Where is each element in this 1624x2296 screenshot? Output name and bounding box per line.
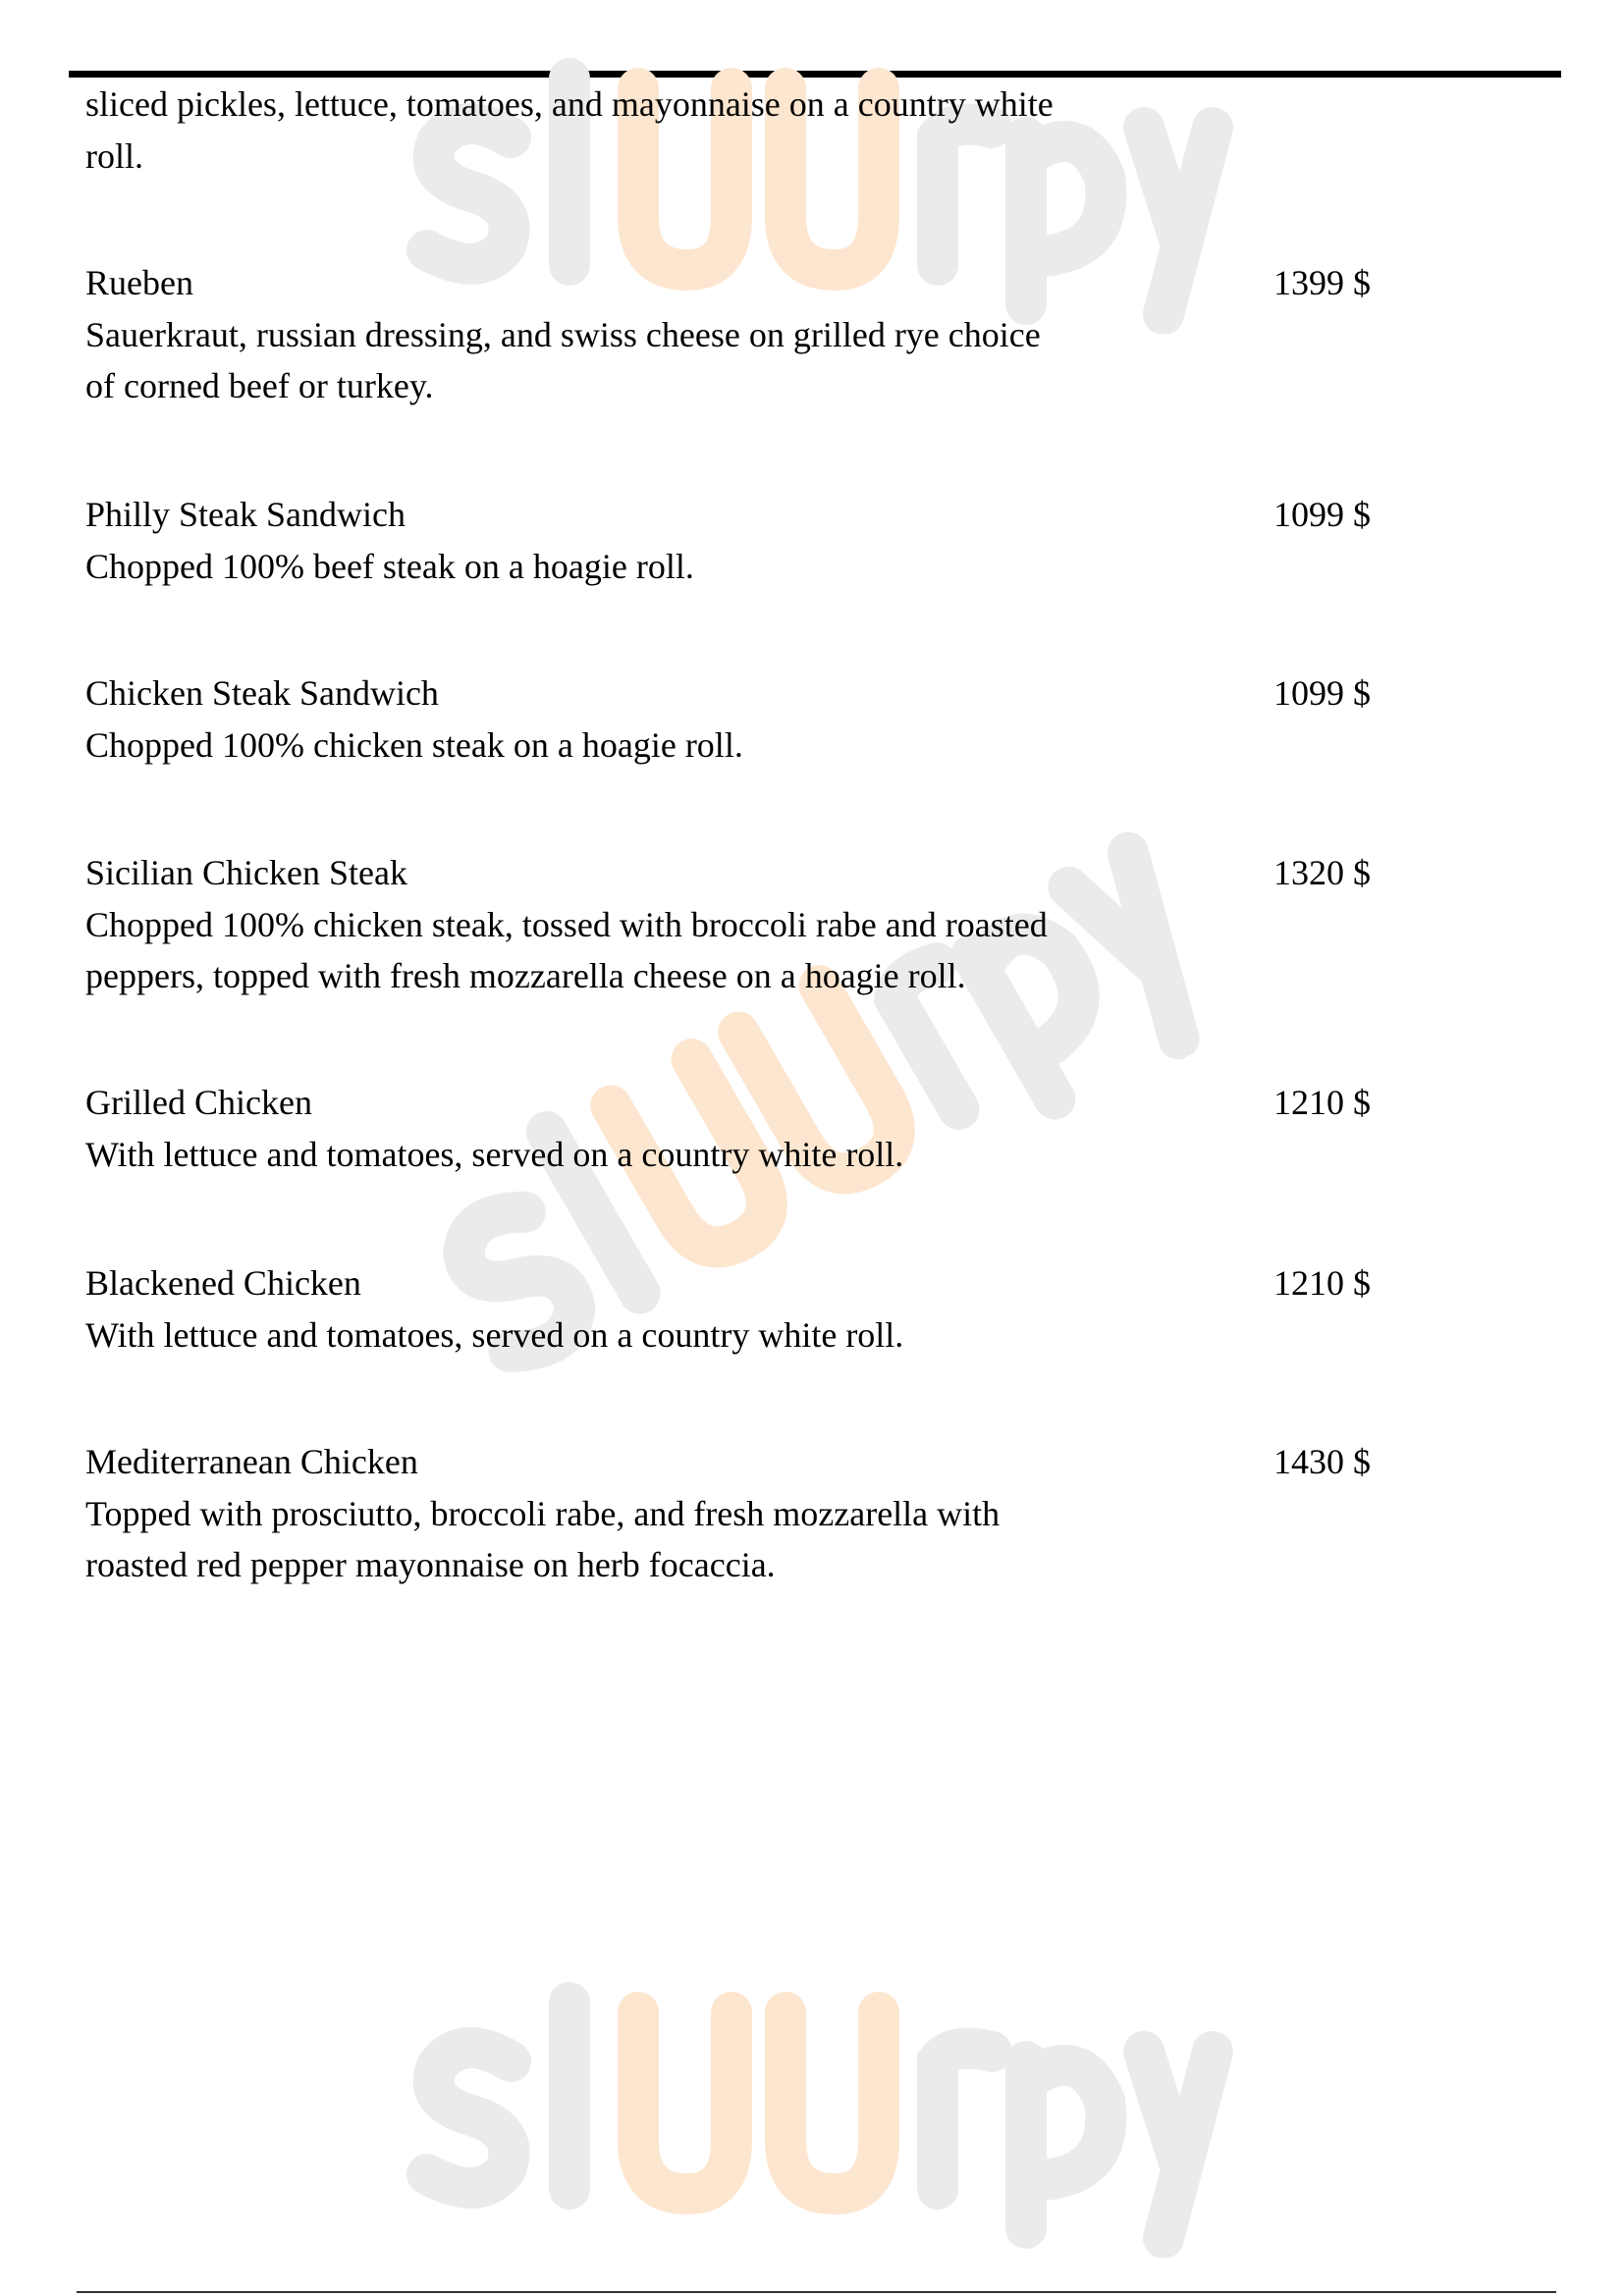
- item-name: Grilled Chicken: [85, 1083, 312, 1122]
- item-name: Chicken Steak Sandwich: [85, 673, 439, 713]
- menu-item-rueben: [85, 257, 1460, 412]
- item-header: [85, 667, 1460, 720]
- item-name: Rueben: [85, 263, 193, 302]
- description-line: roasted red pepper mayonnaise on herb focaccia.: [85, 1545, 776, 1584]
- item-name: Sicilian Chicken Steak: [85, 853, 407, 892]
- item-header: [85, 257, 1460, 309]
- menu-item-chicken-steak-sandwich: [85, 667, 1460, 771]
- item-price: 1099 $: [1273, 673, 1371, 713]
- menu-item-blackened-chicken: [85, 1257, 1460, 1361]
- description-line: of corned beef or turkey.: [85, 366, 434, 405]
- item-name: Mediterranean Chicken: [85, 1442, 418, 1481]
- menu-item-sicilian-chicken-steak: [85, 847, 1460, 1002]
- description-line: sliced pickles, lettuce, tomatoes, and mayonnaise on a country white: [85, 84, 1054, 124]
- item-header: [85, 1436, 1460, 1488]
- description-line: peppers, topped with fresh mozzarella cheese on a hoagie roll.: [85, 956, 966, 995]
- menu-item-mediterranean-chicken: [85, 1436, 1460, 1591]
- description-line: With lettuce and tomatoes, served on a country white roll.: [85, 1134, 904, 1174]
- description-line: With lettuce and tomatoes, served on a country white roll.: [85, 1314, 904, 1355]
- item-header: [85, 847, 1460, 899]
- item-price: 1399 $: [1273, 263, 1371, 302]
- item-price: 1099 $: [1273, 495, 1371, 534]
- menu-item-philly-steak-sandwich: [85, 489, 1460, 592]
- watermark-logo-bottom: [403, 1973, 1237, 2258]
- item-header: [85, 1257, 1460, 1309]
- item-name: Philly Steak Sandwich: [85, 495, 406, 534]
- continued-description: [85, 79, 1460, 182]
- item-header: [85, 1077, 1460, 1129]
- description-line: Chopped 100% chicken steak, tossed with broccoli rabe and roasted: [85, 904, 1048, 944]
- description-line: Topped with prosciutto, broccoli rabe, and fresh mozzarella with: [85, 1493, 1001, 1533]
- description-line: Chopped 100% beef steak on a hoagie roll.: [85, 546, 694, 586]
- item-name: Blackened Chicken: [85, 1263, 361, 1303]
- top-rule: [69, 71, 1561, 78]
- description-line: Sauerkraut, russian dressing, and swiss cheese on grilled rye choice: [85, 314, 1041, 354]
- item-header: [85, 489, 1460, 541]
- item-price: 1210 $: [1273, 1083, 1371, 1122]
- description-line: Chopped 100% chicken steak on a hoagie roll.: [85, 724, 743, 765]
- bottom-rule: [77, 2291, 1556, 2293]
- item-price: 1430 $: [1273, 1442, 1371, 1481]
- item-price: 1210 $: [1273, 1263, 1371, 1303]
- item-price: 1320 $: [1273, 853, 1371, 892]
- description-line: roll.: [85, 135, 143, 176]
- menu-item-grilled-chicken: [85, 1077, 1460, 1180]
